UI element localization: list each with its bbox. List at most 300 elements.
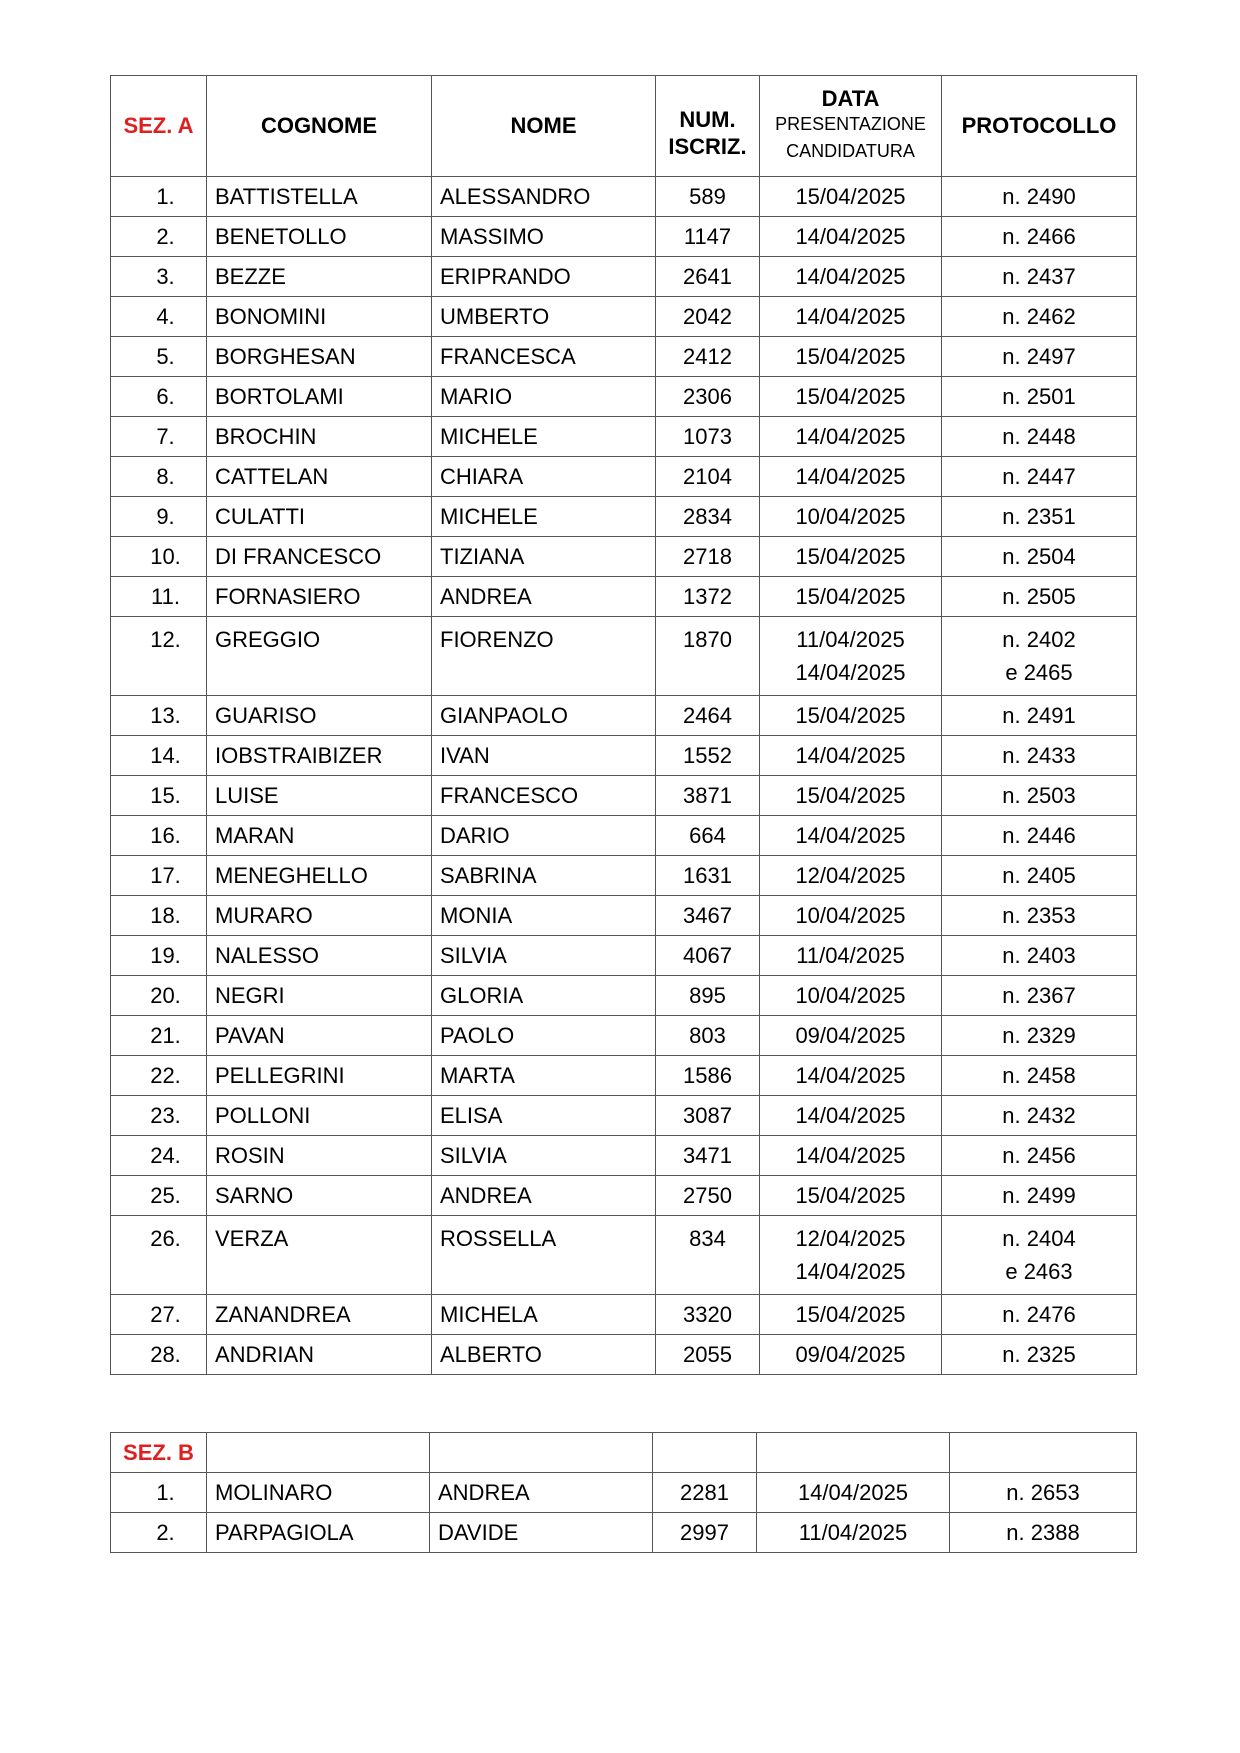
row-number [111, 617, 207, 696]
row-number [111, 577, 207, 617]
protocollo-cell-text: n. 2329 [1002, 1022, 1076, 1048]
protocollo-cell [942, 377, 1137, 417]
date-cell [760, 417, 942, 457]
table-row [111, 936, 1137, 976]
date-cell [760, 736, 942, 776]
iscriz-cell-text: 2306 [683, 383, 732, 409]
table-row [111, 776, 1137, 816]
protocollo-cell [942, 577, 1137, 617]
iscriz-cell-text: 2042 [683, 303, 732, 329]
protocollo-cell [950, 1513, 1137, 1553]
row-number [111, 377, 207, 417]
protocollo-cell-text: n. 2432 [1002, 1102, 1076, 1128]
nome-cell [432, 257, 656, 297]
nome-cell-text: ELISA [440, 1102, 503, 1128]
iscriz-cell [656, 736, 760, 776]
date-cell-text: 15/04/2025 [795, 1301, 906, 1327]
iscriz-cell [656, 1096, 760, 1136]
protocollo-cell-text: n. 2505 [1002, 583, 1076, 609]
date-cell-text: 10/04/2025 [795, 902, 906, 928]
iscriz-cell [656, 337, 760, 377]
nome-cell [432, 417, 656, 457]
nome-cell [430, 1473, 653, 1513]
table-row [111, 896, 1137, 936]
row-number [111, 1176, 207, 1216]
row-number [111, 217, 207, 257]
row-number-text: 16. [150, 822, 181, 848]
date-cell [760, 1176, 942, 1216]
row-number-text: 10. [150, 543, 181, 569]
cognome-cell [207, 1295, 432, 1335]
protocollo-cell-second-text: e 2463 [1005, 1259, 1073, 1284]
date-cell-text: 14/04/2025 [795, 742, 906, 768]
section-b-label: SEZ. B [111, 1433, 207, 1473]
nome-cell-text: GIANPAOLO [440, 702, 568, 728]
row-number-text: 19. [150, 942, 181, 968]
col-data-sub2: CANDIDATURA [786, 141, 915, 161]
date-cell-text: 12/04/2025 [795, 862, 906, 888]
row-number [111, 936, 207, 976]
date-cell [760, 377, 942, 417]
nome-cell [432, 936, 656, 976]
protocollo-cell [942, 497, 1137, 537]
table-row [111, 736, 1137, 776]
date-cell [760, 337, 942, 377]
protocollo-cell [942, 816, 1137, 856]
iscriz-cell-text: 2281 [680, 1479, 729, 1505]
iscriz-cell [656, 1056, 760, 1096]
table-row [111, 217, 1137, 257]
table-row [111, 1096, 1137, 1136]
cognome-cell-text: ROSIN [215, 1142, 285, 1168]
protocollo-cell-second-text: e 2465 [1005, 660, 1073, 685]
date-cell-text: 14/04/2025 [795, 1142, 906, 1168]
nome-cell-text: MONIA [440, 902, 513, 928]
nome-cell [432, 337, 656, 377]
table-row [111, 696, 1137, 736]
protocollo-cell [942, 1016, 1137, 1056]
cognome-cell-text: GREGGIO [215, 627, 321, 652]
iscriz-cell-text: 2834 [683, 503, 732, 529]
iscriz-cell-text: 1631 [683, 862, 732, 888]
cognome-cell [207, 1016, 432, 1056]
table-row [111, 1136, 1137, 1176]
nome-cell-text: ALBERTO [440, 1341, 542, 1367]
table-row [111, 1216, 1137, 1295]
date-cell-text: 11/04/2025 [798, 1519, 908, 1545]
date-cell [760, 856, 942, 896]
iscriz-cell-text: 4067 [683, 942, 732, 968]
protocollo-cell [942, 1216, 1137, 1295]
cognome-cell [207, 1176, 432, 1216]
protocollo-cell-text: n. 2653 [1006, 1479, 1080, 1505]
date-cell-text: 14/04/2025 [795, 463, 906, 489]
date-cell-text: 14/04/2025 [795, 822, 906, 848]
protocollo-cell-text: n. 2353 [1002, 902, 1076, 928]
section-b-table [110, 1432, 1137, 1553]
cognome-cell-text: CATTELAN [215, 463, 329, 489]
cognome-cell [207, 976, 432, 1016]
row-number [111, 537, 207, 577]
cognome-cell [207, 177, 432, 217]
nome-cell-text: SILVIA [440, 942, 507, 968]
iscriz-cell [656, 776, 760, 816]
row-number [111, 337, 207, 377]
iscriz-cell [656, 497, 760, 537]
protocollo-cell [942, 1295, 1137, 1335]
nome-cell [432, 297, 656, 337]
row-number-text: 24. [150, 1142, 181, 1168]
protocollo-cell-text: n. 2497 [1002, 343, 1076, 369]
protocollo-cell-text: n. 2447 [1002, 463, 1076, 489]
nome-cell-text: UMBERTO [440, 303, 550, 329]
cognome-cell-text: SARNO [215, 1182, 294, 1208]
cognome-cell-text: POLLONI [215, 1102, 311, 1128]
col-num-line1: NUM. [679, 107, 736, 132]
nome-cell-text: TIZIANA [440, 543, 525, 569]
cognome-cell [207, 696, 432, 736]
cognome-cell-text: VERZA [215, 1226, 289, 1251]
row-number-text: 28. [150, 1341, 181, 1367]
iscriz-cell [656, 936, 760, 976]
header-row [111, 76, 1137, 177]
iscriz-cell-text: 2055 [683, 1341, 732, 1367]
col-nome-header: NOME [432, 76, 656, 177]
row-number-text: 2. [156, 223, 175, 249]
nome-cell-text: FIORENZO [440, 627, 554, 652]
cognome-cell [207, 617, 432, 696]
row-number [111, 736, 207, 776]
row-number-text: 17. [150, 862, 181, 888]
cognome-cell [207, 736, 432, 776]
protocollo-cell [942, 696, 1137, 736]
row-number-text: 11. [151, 583, 180, 609]
cognome-cell-text: NEGRI [215, 982, 285, 1008]
protocollo-cell-text: n. 2504 [1002, 543, 1076, 569]
nome-cell [432, 1295, 656, 1335]
row-number [111, 457, 207, 497]
nome-cell [432, 457, 656, 497]
date-cell [760, 1056, 942, 1096]
cognome-cell [207, 337, 432, 377]
col-protocollo-header: PROTOCOLLO [942, 76, 1137, 177]
date-cell-text: 09/04/2025 [795, 1022, 906, 1048]
protocollo-cell [942, 1176, 1137, 1216]
date-cell-text: 15/04/2025 [795, 1182, 906, 1208]
row-number-text: 18. [150, 902, 181, 928]
table-row [111, 377, 1137, 417]
cognome-cell-text: PARPAGIOLA [215, 1519, 354, 1545]
nome-cell [432, 1016, 656, 1056]
iscriz-cell [656, 816, 760, 856]
iscriz-cell-text: 3087 [683, 1102, 732, 1128]
row-number [111, 976, 207, 1016]
iscriz-cell [656, 537, 760, 577]
date-cell [760, 776, 942, 816]
table-row [111, 1513, 1137, 1553]
nome-cell-text: PAOLO [440, 1022, 515, 1048]
nome-cell [432, 1056, 656, 1096]
row-number-text: 21. [150, 1022, 181, 1048]
section-b-header-row [111, 1433, 1137, 1473]
date-cell [760, 816, 942, 856]
row-number [111, 1513, 207, 1553]
protocollo-cell-text: n. 2490 [1002, 183, 1076, 209]
date-cell [760, 537, 942, 577]
nome-cell-text: MARTA [440, 1062, 515, 1088]
date-cell [760, 217, 942, 257]
col-num-header [656, 76, 760, 177]
row-number-text: 26. [150, 1226, 181, 1251]
protocollo-cell-text: n. 2503 [1002, 782, 1076, 808]
cognome-cell-text: LUISE [215, 782, 279, 808]
iscriz-cell-text: 2718 [683, 543, 732, 569]
date-cell [760, 1136, 942, 1176]
iscriz-cell-text: 834 [689, 1226, 726, 1251]
row-number [111, 417, 207, 457]
iscriz-cell-text: 2104 [683, 463, 732, 489]
date-cell-text: 14/04/2025 [797, 1479, 909, 1505]
iscriz-cell [656, 297, 760, 337]
iscriz-cell [653, 1513, 757, 1553]
iscriz-cell [656, 1016, 760, 1056]
protocollo-cell [942, 457, 1137, 497]
nome-cell-text: DARIO [440, 822, 510, 848]
table-row [111, 577, 1137, 617]
protocollo-cell [942, 1335, 1137, 1375]
protocollo-cell [942, 896, 1137, 936]
iscriz-cell [656, 1176, 760, 1216]
date-cell-text: 15/04/2025 [795, 543, 906, 569]
row-number [111, 776, 207, 816]
protocollo-cell [942, 337, 1137, 377]
cognome-cell [207, 497, 432, 537]
cognome-cell-text: ANDRIAN [215, 1341, 315, 1367]
cognome-cell [207, 297, 432, 337]
iscriz-cell-text: 3871 [683, 782, 732, 808]
protocollo-cell [942, 856, 1137, 896]
protocollo-cell [942, 736, 1137, 776]
date-cell [760, 936, 942, 976]
nome-cell-text: FRANCESCO [440, 782, 579, 808]
row-number-text: 5. [156, 343, 175, 369]
iscriz-cell-text: 664 [689, 822, 726, 848]
nome-cell [432, 736, 656, 776]
row-number-text: 23. [150, 1102, 181, 1128]
iscriz-cell [656, 1295, 760, 1335]
nome-cell-text: DAVIDE [438, 1519, 519, 1545]
iscriz-cell [656, 856, 760, 896]
col-data-title: DATA [821, 86, 880, 111]
cognome-cell [207, 896, 432, 936]
date-cell-text: 14/04/2025 [795, 263, 906, 289]
protocollo-cell-text: n. 2388 [1006, 1519, 1080, 1545]
date-cell [760, 1295, 942, 1335]
nome-cell-text: MICHELE [440, 423, 538, 449]
nome-cell-text: SILVIA [440, 1142, 507, 1168]
date-cell [760, 457, 942, 497]
protocollo-cell-text: n. 2405 [1002, 862, 1076, 888]
iscriz-cell [656, 617, 760, 696]
row-number-text: 1. [156, 1479, 175, 1505]
nome-cell-text: MARIO [440, 383, 513, 409]
cognome-cell [207, 577, 432, 617]
nome-cell-text: ERIPRANDO [440, 263, 571, 289]
row-number-text: 14. [150, 742, 181, 768]
date-cell [760, 1335, 942, 1375]
col-num-line2: ISCRIZ. [668, 134, 747, 159]
date-cell-text: 15/04/2025 [795, 782, 906, 808]
date-cell [760, 177, 942, 217]
cognome-cell-text: GUARISO [215, 702, 317, 728]
protocollo-cell-text: n. 2462 [1002, 303, 1076, 329]
date-cell [760, 297, 942, 337]
protocollo-cell [942, 177, 1137, 217]
date-cell-second-text: 14/04/2025 [795, 660, 906, 685]
iscriz-cell [656, 257, 760, 297]
table-row [111, 816, 1137, 856]
row-number-text: 13. [150, 702, 181, 728]
protocollo-cell [942, 417, 1137, 457]
iscriz-cell-text: 1147 [683, 223, 732, 249]
row-number [111, 1295, 207, 1335]
row-number [111, 1016, 207, 1056]
date-cell-text: 12/04/2025 [795, 1226, 906, 1251]
protocollo-cell-text: n. 2501 [1002, 383, 1076, 409]
cognome-cell-text: BATTISTELLA [215, 183, 358, 209]
cognome-cell-text: IOBSTRAIBIZER [215, 742, 383, 768]
protocollo-cell-text: n. 2351 [1002, 503, 1076, 529]
nome-cell-text: FRANCESCA [440, 343, 576, 369]
date-cell-text: 15/04/2025 [795, 583, 906, 609]
date-cell-text: 14/04/2025 [795, 1062, 906, 1088]
nome-cell-text: ROSSELLA [440, 1226, 557, 1251]
row-number [111, 896, 207, 936]
cognome-cell [207, 257, 432, 297]
row-number-text: 12. [150, 627, 181, 652]
cognome-cell [207, 1216, 432, 1295]
nome-cell [432, 896, 656, 936]
date-cell-text: 14/04/2025 [795, 303, 906, 329]
cognome-cell-text: BORTOLAMI [215, 383, 344, 409]
row-number [111, 1216, 207, 1295]
table-row [111, 297, 1137, 337]
cognome-cell-text: MURARO [215, 902, 313, 928]
protocollo-cell [942, 936, 1137, 976]
cognome-cell-text: NALESSO [215, 942, 319, 968]
table-row [111, 976, 1137, 1016]
date-cell [760, 1216, 942, 1295]
protocollo-cell [942, 257, 1137, 297]
date-cell [760, 497, 942, 537]
nome-cell-text: ANDREA [440, 583, 532, 609]
table-row [111, 1056, 1137, 1096]
row-number [111, 816, 207, 856]
date-cell-text: 11/04/2025 [796, 942, 905, 968]
protocollo-cell [942, 217, 1137, 257]
date-cell [757, 1473, 950, 1513]
section-a-table [110, 75, 1137, 1375]
nome-cell [430, 1513, 653, 1553]
nome-cell [432, 537, 656, 577]
nome-cell-text: MICHELE [440, 503, 538, 529]
row-number [111, 1335, 207, 1375]
date-cell-text: 15/04/2025 [795, 343, 906, 369]
protocollo-cell [942, 976, 1137, 1016]
row-number-text: 9. [156, 503, 175, 529]
iscriz-cell [656, 1335, 760, 1375]
date-cell [760, 1016, 942, 1056]
protocollo-cell-text: n. 2403 [1002, 942, 1076, 968]
cognome-cell-text: BONOMINI [215, 303, 327, 329]
nome-cell [432, 856, 656, 896]
date-cell-text: 15/04/2025 [795, 183, 906, 209]
col-data-sub1: PRESENTAZIONE [775, 114, 926, 134]
iscriz-cell [656, 417, 760, 457]
nome-cell [432, 377, 656, 417]
protocollo-cell-text: n. 2404 [1002, 1226, 1076, 1251]
date-cell-text: 14/04/2025 [795, 223, 906, 249]
cognome-cell-text: CULATTI [215, 503, 306, 529]
protocollo-cell-text: n. 2456 [1002, 1142, 1076, 1168]
iscriz-cell [656, 1136, 760, 1176]
empty-cell [653, 1433, 757, 1473]
row-number [111, 856, 207, 896]
cognome-cell-text: MARAN [215, 822, 295, 848]
iscriz-cell-text: 2464 [683, 702, 732, 728]
date-cell [760, 577, 942, 617]
cognome-cell [207, 1473, 430, 1513]
nome-cell [432, 816, 656, 856]
empty-cell [757, 1433, 950, 1473]
row-number-text: 27. [150, 1301, 181, 1327]
cognome-cell-text: PAVAN [215, 1022, 285, 1048]
iscriz-cell-text: 1552 [683, 742, 732, 768]
col-cognome-header: COGNOME [207, 76, 432, 177]
iscriz-cell-text: 803 [689, 1022, 726, 1048]
nome-cell-text: MICHELA [440, 1301, 538, 1327]
cognome-cell-text: PELLEGRINI [215, 1062, 345, 1088]
protocollo-cell-text: n. 2458 [1002, 1062, 1076, 1088]
cognome-cell-text: FORNASIERO [215, 583, 361, 609]
iscriz-cell [656, 457, 760, 497]
protocollo-cell-text: n. 2448 [1002, 423, 1076, 449]
nome-cell [432, 617, 656, 696]
iscriz-cell-text: 2997 [680, 1519, 729, 1545]
date-cell [760, 896, 942, 936]
iscriz-cell-text: 1073 [683, 423, 732, 449]
protocollo-cell [942, 297, 1137, 337]
section-a-label: SEZ. A [111, 76, 207, 177]
protocollo-cell-text: n. 2367 [1002, 982, 1076, 1008]
cognome-cell-text: BROCHIN [215, 423, 317, 449]
cognome-cell-text: MOLINARO [215, 1479, 333, 1505]
table-row [111, 1473, 1137, 1513]
nome-cell [432, 1176, 656, 1216]
iscriz-cell-text: 1870 [683, 627, 732, 652]
cognome-cell [207, 537, 432, 577]
cognome-cell [207, 1136, 432, 1176]
nome-cell-text: IVAN [440, 742, 490, 768]
protocollo-cell-text: n. 2466 [1002, 223, 1076, 249]
table-row [111, 856, 1137, 896]
nome-cell-text: SABRINA [440, 862, 537, 888]
date-cell-text: 15/04/2025 [795, 383, 906, 409]
table-row [111, 1335, 1137, 1375]
cognome-cell [207, 1056, 432, 1096]
nome-cell [432, 217, 656, 257]
cognome-cell [207, 1096, 432, 1136]
